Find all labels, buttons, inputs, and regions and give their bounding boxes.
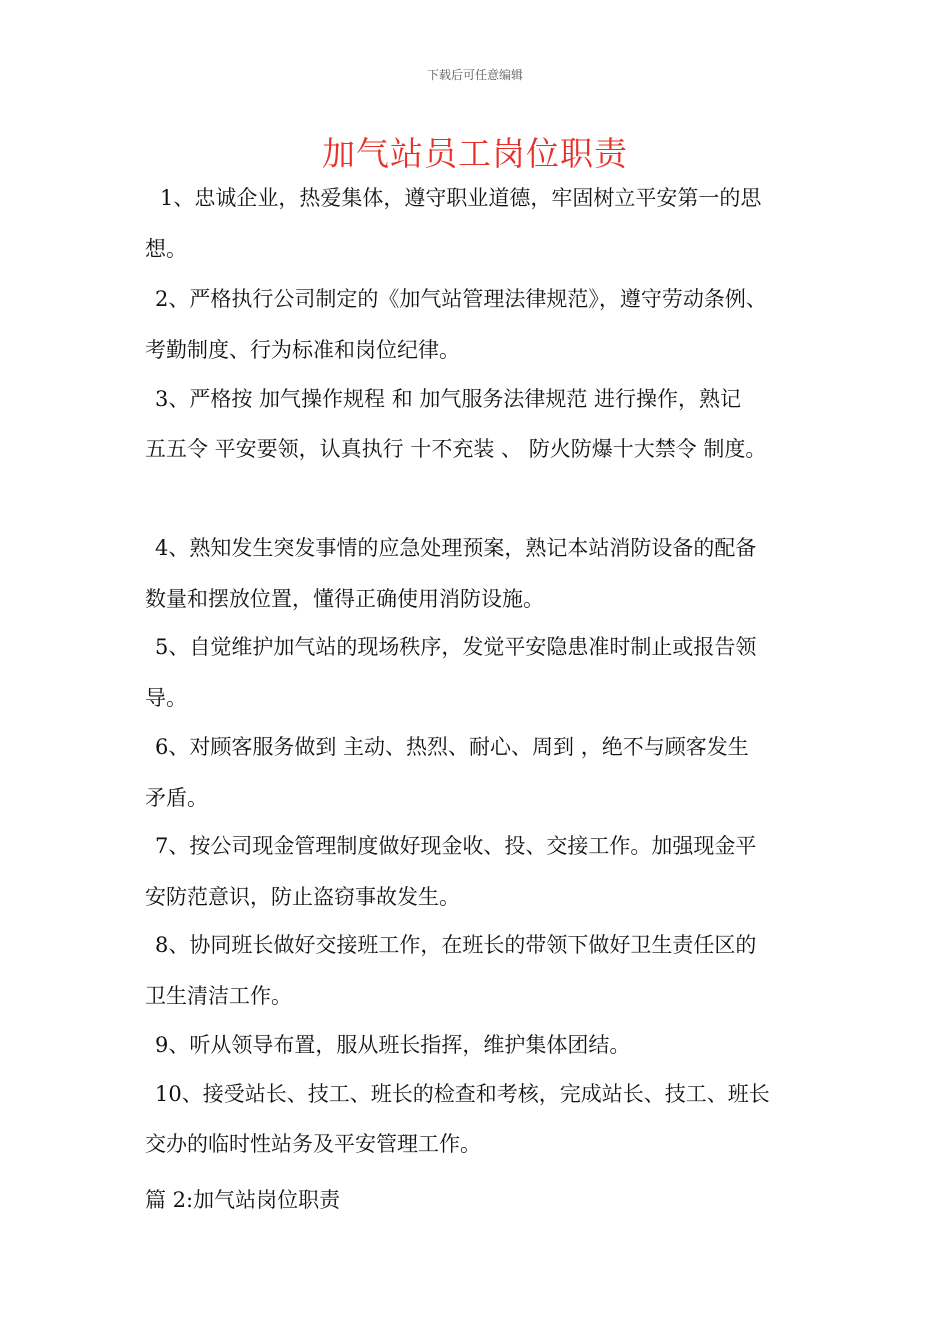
header-note: 下载后可任意编辑 [426, 68, 523, 82]
duty-7-line-1: 7、按公司现金管理制度做好现金收、投、交接工作。加强现金平 [155, 834, 757, 858]
duty-10-line-2: 交办的临时性站务及平安管理工作。 [145, 1132, 481, 1156]
duty-10-line-1: 10、接受站长、技工、班长的检查和考核，完成站长、技工、班长 [155, 1082, 770, 1106]
duty-2-line-1: 2、严格执行公司制定的《加气站管理法律规范》，遵守劳动条例、 [155, 287, 767, 311]
duty-8-line-2: 卫生清洁工作。 [145, 984, 292, 1008]
section-2-heading: 篇 2:加气站岗位职责 [145, 1188, 341, 1212]
duty-4-line-2: 数量和摆放位置，懂得正确使用消防设施。 [145, 587, 544, 611]
duty-5-line-1: 5、自觉维护加气站的现场秩序，发觉平安隐患准时制止或报告领 [155, 635, 757, 659]
duty-9-line-1: 9、听从领导布置，服从班长指挥，维护集体团结。 [155, 1033, 631, 1057]
duty-4-line-1: 4、熟知发生突发事情的应急处理预案，熟记本站消防设备的配备 [155, 536, 757, 560]
duty-7-line-2: 安防范意识，防止盗窃事故发生。 [145, 885, 460, 909]
duty-8-line-1: 8、协同班长做好交接班工作，在班长的带领下做好卫生责任区的 [155, 933, 757, 957]
duty-1-line-2: 想。 [145, 237, 187, 261]
document-title: 加气站员工岗位职责 [322, 134, 628, 173]
duty-6-line-1: 6、对顾客服务做到 主动、热烈、耐心、周到 ，绝不与顾客发生 [155, 735, 749, 759]
duty-2-line-2: 考勤制度、行为标准和岗位纪律。 [145, 338, 460, 362]
duty-3-line-2: 五五令 平安要领，认真执行 十不充装 、 防火防爆十大禁令 制度。 [145, 437, 767, 461]
duty-3-line-1: 3、严格按 加气操作规程 和 加气服务法律规范 进行操作，熟记 [155, 387, 742, 411]
duty-6-line-2: 矛盾。 [145, 786, 208, 810]
duty-1-line-1: 1、忠诚企业，热爱集体，遵守职业道德，牢固树立平安第一的思 [160, 186, 762, 210]
duty-5-line-2: 导。 [145, 686, 187, 710]
